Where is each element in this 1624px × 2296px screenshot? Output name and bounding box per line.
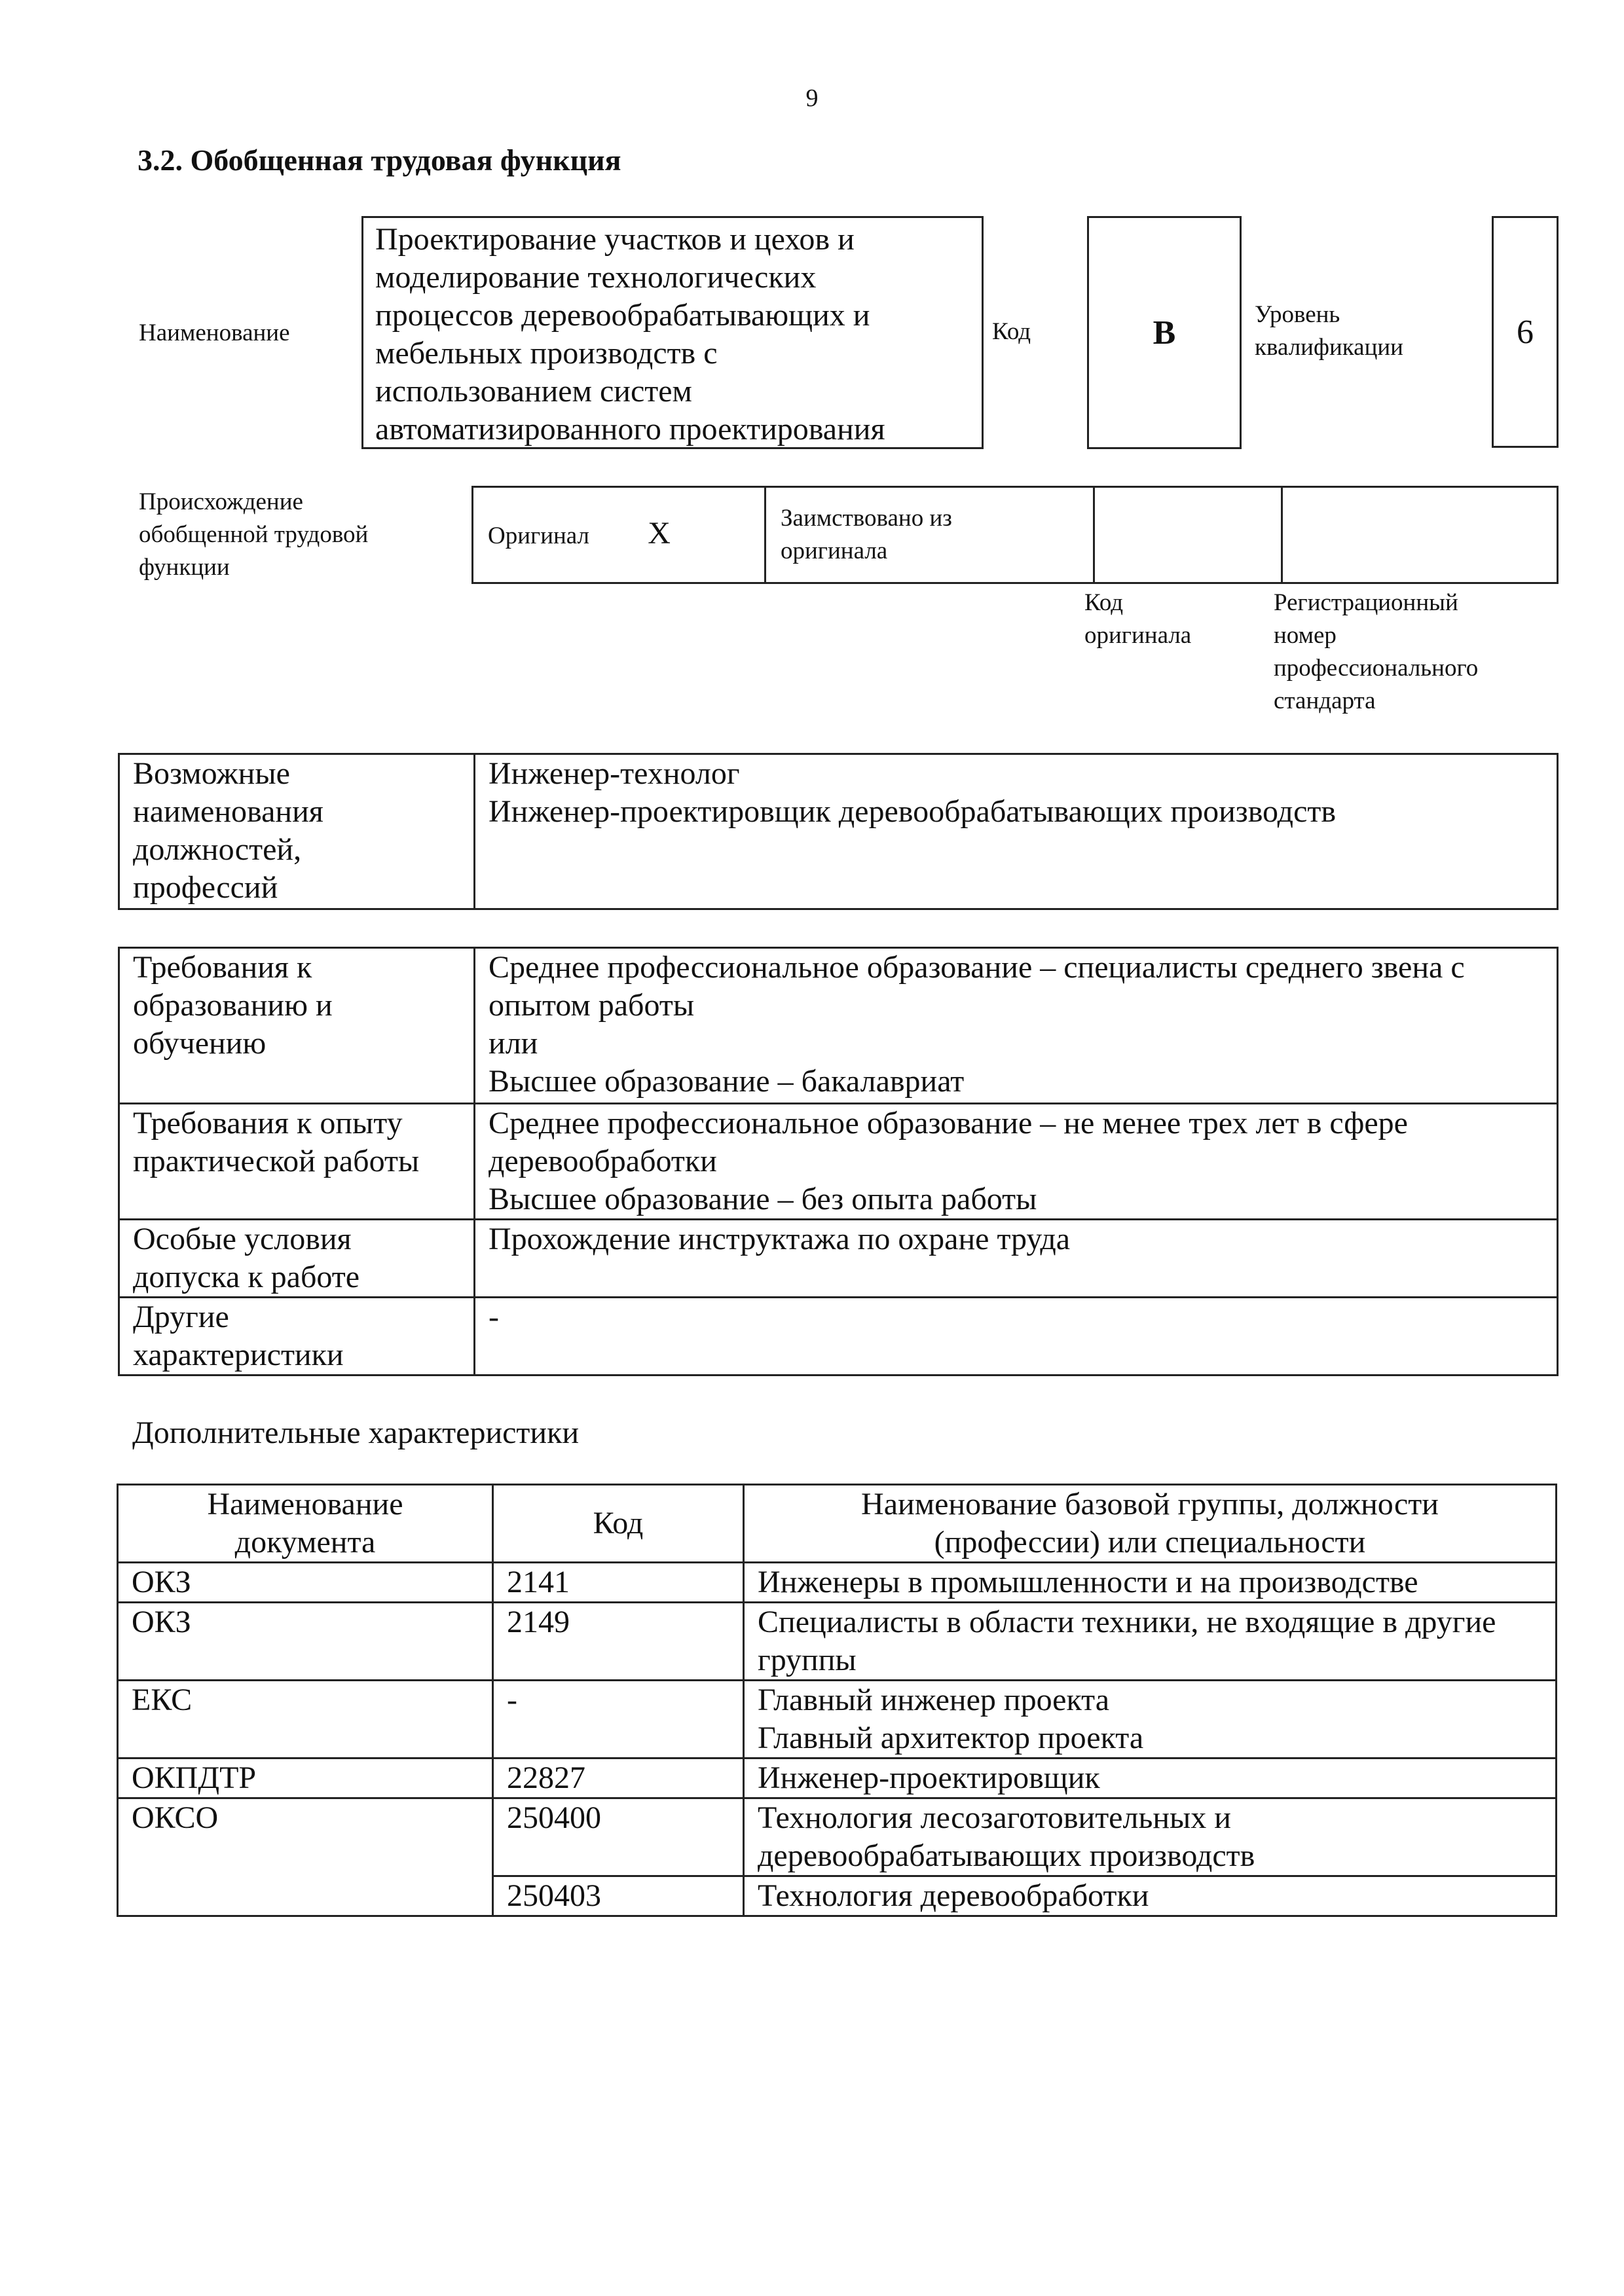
level-label: Уровень квалификации [1255, 301, 1403, 361]
requirement-row: Особые условия допуска к работе Прохождение инструктажа по охране труда [119, 1220, 1558, 1298]
table-row: ОКЗ 2149 Специалисты в области техники, не входящие в другие группы [118, 1603, 1557, 1681]
additional-title: Дополнительные характеристики [132, 1415, 580, 1450]
origin-code-cell [1094, 487, 1282, 583]
table-row: 250403 Технология деревообработки [118, 1876, 1557, 1916]
column-header: Наименование базовой группы, должности (профессии) или специальности [744, 1485, 1557, 1563]
origin-reg-number-cell [1282, 487, 1558, 583]
reg-number-caption: Регистрационный номер профессионального стандарта [1274, 589, 1479, 714]
original-label: Оригинал [488, 522, 590, 549]
function-name-line: мебельных производств с [375, 336, 718, 371]
column-header: Наименование документа [118, 1485, 493, 1563]
origin-label: Происхождение обобщенной трудовой функции [139, 488, 369, 581]
origin-table [471, 486, 1559, 584]
level-value: 6 [1492, 216, 1559, 448]
positions-label: Возможные наименования должностей, профессий [119, 754, 475, 909]
table-row: ОКСО 250400 Технология лесозаготовительных и деревообрабатывающих производств [118, 1798, 1557, 1876]
page-number: 9 [805, 84, 819, 112]
table-row: ЕКС - Главный инженер проекта Главный архитектор проекта [118, 1681, 1557, 1758]
requirement-row: Требования к опыту практической работы Среднее профессиональное образование – не менее трех лет в сфере деревообработки Высшее образование – без опыта работы [119, 1104, 1558, 1220]
origin-original-cell [473, 487, 766, 583]
requirement-row: Другие характеристики - [119, 1298, 1558, 1376]
requirements-table [118, 947, 1559, 1376]
original-mark: X [648, 516, 671, 551]
section-title: 3.2. Обобщенная трудовая функция [138, 143, 621, 177]
origin-borrowed-cell: Заимствовано из оригинала [766, 487, 1094, 583]
function-name-box [361, 216, 984, 449]
function-name-line: процессов деревообрабатывающих и [375, 298, 870, 333]
table-row: ОКЗ 2141 Инженеры в промышленности и на производстве [118, 1563, 1557, 1603]
name-label: Наименование [139, 319, 290, 346]
positions-values: Инженер-технолог Инженер-проектировщик деревообрабатывающих производств [475, 754, 1558, 909]
code-original-caption: Код оригинала [1084, 589, 1192, 649]
table-header-row [118, 1485, 1557, 1563]
function-name-line: использованием систем [375, 374, 692, 409]
positions-table [118, 753, 1559, 910]
additional-table [117, 1484, 1557, 1917]
function-name-line: моделирование технологических [375, 260, 817, 295]
code-label: Код [992, 318, 1031, 345]
code-value: B [1087, 216, 1242, 449]
function-name-line: Проектирование участков и цехов и [375, 222, 855, 257]
column-header: Код [493, 1485, 744, 1563]
requirement-row: Требования к образованию и обучению Среднее профессиональное образование – специалисты среднего звена с опытом работы или Высшее образование – бакалавриат [119, 948, 1558, 1104]
table-row: ОКПДТР 22827 Инженер-проектировщик [118, 1758, 1557, 1798]
function-name-line: автоматизированного проектирования [375, 412, 885, 446]
